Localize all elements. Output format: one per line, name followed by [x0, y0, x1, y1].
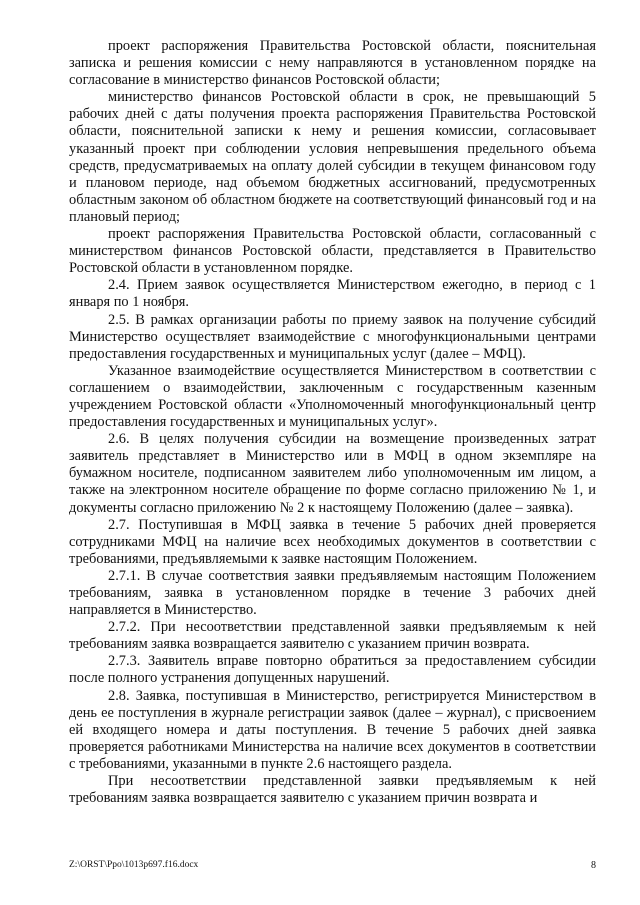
page-number: 8	[591, 860, 596, 871]
paragraph-2-4: 2.4. Прием заявок осуществляется Министерством ежегодно, в период с 1 января по 1 ноября.	[69, 277, 596, 311]
paragraph-2-5: 2.5. В рамках организации работы по приему заявок на получение субсидий Министерство осуществляет взаимодействие с многофункциональными центрами предоставления государственных и муниципальных услуг (далее – МФЦ).	[69, 311, 596, 362]
paragraph-2-6: 2.6. В целях получения субсидии на возмещение произведенных затрат заявитель представляет в Министерство или в МФЦ в одном экземпляре на бумажном носителе, подписанном заявителем либо уполномоченным им лицом, а также на электронном носителе обращение по форме согласно приложению № 1, и документы согласно приложению № 2 к настоящему Положению (далее – заявка).	[69, 431, 596, 516]
document-page	[69, 38, 596, 807]
paragraph-2-5-agreement: Указанное взаимодействие осуществляется Министерством в соответствии с соглашением о взаимодействии, заключенным с государственным казенным учреждением Ростовской области «Уполномоченный многофункциональный центр предоставления государственных и муниципальных услуг».	[69, 362, 596, 431]
paragraph-2-7-1: 2.7.1. В случае соответствия заявки предъявляемым настоящим Положением требованиям, заявка в установленном порядке в течение 3 рабочих дней направляется в Министерство.	[69, 567, 596, 619]
paragraph-project-submission: проект распоряжения Правительства Ростовской области, согласованный с министерством финансов Ростовской области, представляется в Правительство Ростовской области в установленном порядке.	[69, 226, 596, 277]
footer-file-path: Z:\ORST\Ppo\1013p697.f16.docx	[69, 860, 199, 870]
paragraph-2-8-return: При несоответствии представленной заявки предъявляемым к ней требованиям заявка возвращается заявителю с указанием причин возврата и	[69, 773, 596, 807]
paragraph-2-7: 2.7. Поступившая в МФЦ заявка в течение 5 рабочих дней проверяется сотрудниками МФЦ на наличие всех необходимых документов в соответствии с требованиями, предъявляемыми к заявке настоящим Положением.	[69, 516, 596, 567]
paragraph-project-to-minfin: проект распоряжения Правительства Ростовской области, пояснительная записка и решения комиссии с нему направляются в установленном порядке на согласование в министерство финансов Ростовской области;	[69, 38, 596, 89]
paragraph-minfin-approval: министерство финансов Ростовской области в срок, не превышающий 5 рабочих дней с даты получения проекта распоряжения Правительства Ростовской области, пояснительной записки к нему и решения комиссии, согласовывает указанный проект при соблюдении условия непревышения предельного объема средств, предусматриваемых на оплату долей субсидии в текущем финансовом году и плановом периоде, над объемом бюджетных ассигнований, предусмотренных областным законом об областном бюджете на соответствующий финансовый год и на плановый период;	[69, 89, 596, 225]
paragraph-2-8: 2.8. Заявка, поступившая в Министерство, регистрируется Министерством в день ее поступления в журнале регистрации заявок (далее – журнал), с присвоением ей входящего номера и даты поступления. В течение 5 рабочих дней заявка проверяется работниками Министерства на наличие всех документов в соответствии с требованиями, указанными в пункте 2.6 настоящего раздела.	[69, 687, 596, 772]
paragraph-2-7-2: 2.7.2. При несоответствии представленной заявки предъявляемым к ней требованиям заявка возвращается заявителю с указанием причин возврата.	[69, 619, 596, 653]
paragraph-2-7-3: 2.7.3. Заявитель вправе повторно обратиться за предоставлением субсидии после полного устранения допущенных нарушений.	[69, 653, 596, 687]
